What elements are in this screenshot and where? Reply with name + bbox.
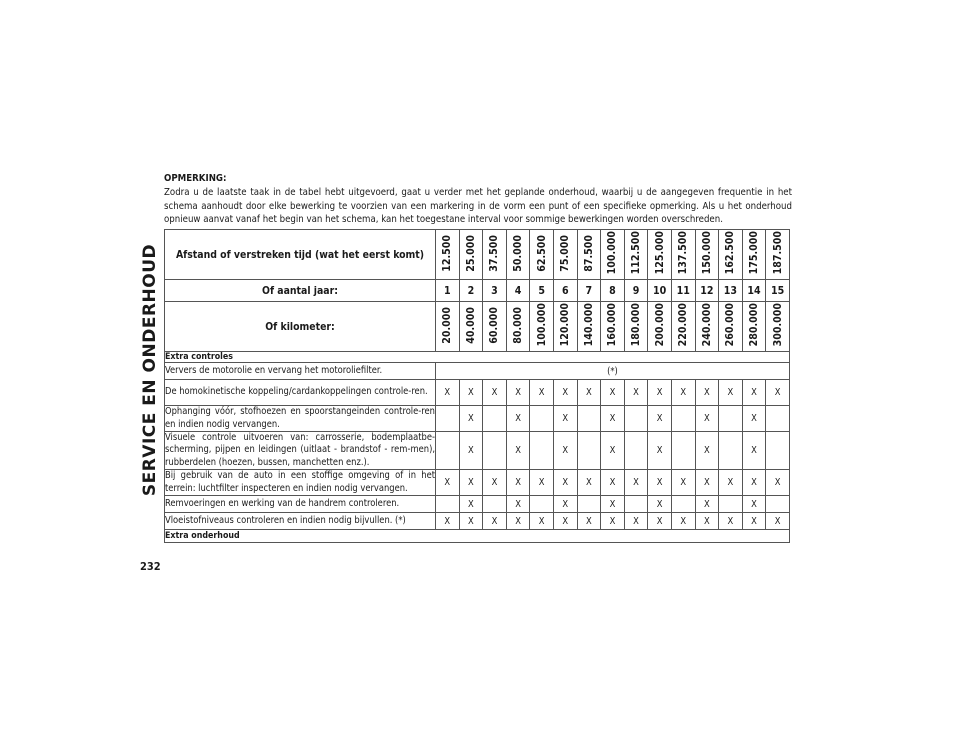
km-cell: 160.000 [601,302,625,352]
interval-mark: X [553,496,577,513]
row-description: Bij gebruik van de auto in een stoffige omgeving of in het terrein: luchtfilter inspecteren en indien nodig vervangen. [165,470,435,494]
interval-mark [577,496,601,513]
year-cell: 11 [671,280,695,302]
interval-mark: X [719,470,743,496]
interval-mark [624,406,648,432]
years-label: Of aantal jaar: [165,280,436,302]
year-cell: 2 [459,280,483,302]
interval-mark: X [506,406,530,432]
section-label: Extra controles [165,352,790,363]
interval-mark [483,496,507,513]
km-cell: 140.000 [577,302,601,352]
table-row [165,470,790,496]
miles-cell: 62.500 [530,230,554,280]
miles-cell: 37.500 [483,230,507,280]
interval-mark: X [648,470,672,496]
year-cell: 15 [766,280,790,302]
year-cell: 6 [553,280,577,302]
interval-mark [624,496,648,513]
table-row [165,380,790,406]
interval-mark: X [601,513,625,530]
interval-mark: X [436,470,460,496]
miles-header-row [165,230,790,280]
interval-mark: X [719,380,743,406]
interval-mark: X [695,406,719,432]
interval-mark: X [742,432,766,470]
years-row [165,280,790,302]
miles-cell: 125.000 [648,230,672,280]
km-cell: 200.000 [648,302,672,352]
interval-mark: X [671,380,695,406]
maintenance-schedule-table [164,229,790,543]
interval-mark [624,432,648,470]
miles-cell: 137.500 [671,230,695,280]
row-description: Vloeistofniveaus controleren en indien nodig bijvullen. (*) [165,513,436,530]
interval-mark [483,406,507,432]
year-cell: 8 [601,280,625,302]
km-cell: 180.000 [624,302,648,352]
km-row [165,302,790,352]
interval-mark [436,406,460,432]
interval-mark: X [459,513,483,530]
km-cell: 80.000 [506,302,530,352]
interval-mark: X [459,496,483,513]
section-label: Extra onderhoud [165,530,790,543]
interval-mark [577,432,601,470]
interval-mark: X [436,513,460,530]
year-cell: 3 [483,280,507,302]
interval-mark: X [695,470,719,496]
interval-mark [671,432,695,470]
km-cell: 40.000 [459,302,483,352]
interval-mark [436,496,460,513]
interval-mark [530,496,554,513]
interval-mark: X [742,513,766,530]
section-extra-onderhoud [165,530,790,543]
interval-mark: X [577,513,601,530]
interval-mark [577,406,601,432]
interval-mark: X [742,470,766,496]
interval-mark: X [601,432,625,470]
km-cell: 280.000 [742,302,766,352]
interval-mark: X [553,380,577,406]
interval-mark: X [506,432,530,470]
miles-cell: 112.500 [624,230,648,280]
row-description: Remvoeringen en werking van de handrem controleren. [165,496,436,513]
interval-mark: X [648,406,672,432]
interval-mark [719,496,743,513]
year-cell: 12 [695,280,719,302]
km-cell: 240.000 [695,302,719,352]
interval-mark: X [553,432,577,470]
interval-mark: X [436,380,460,406]
note-title: OPMERKING: [164,173,227,184]
year-cell: 10 [648,280,672,302]
year-cell: 1 [436,280,460,302]
interval-mark: X [742,380,766,406]
section-extra-controles [165,352,790,363]
table-row [165,363,790,380]
interval-mark: X [601,470,625,496]
row-note: (*) [436,363,790,380]
interval-mark: X [506,496,530,513]
interval-mark: X [459,470,483,496]
interval-mark [483,432,507,470]
interval-mark: X [483,380,507,406]
interval-mark: X [695,432,719,470]
interval-mark: X [742,496,766,513]
interval-mark: X [553,470,577,496]
interval-mark: X [506,470,530,496]
interval-mark [671,406,695,432]
interval-mark: X [695,380,719,406]
km-cell: 220.000 [671,302,695,352]
interval-mark: X [483,513,507,530]
interval-mark: X [648,513,672,530]
interval-mark: X [483,470,507,496]
year-cell: 9 [624,280,648,302]
interval-mark: X [624,380,648,406]
interval-mark: X [648,496,672,513]
interval-mark: X [553,406,577,432]
interval-mark: X [577,470,601,496]
interval-mark: X [506,513,530,530]
km-cell: 260.000 [719,302,743,352]
chapter-side-title: SERVICE EN ONDERHOUD [140,243,161,497]
miles-cell: 175.000 [742,230,766,280]
interval-mark: X [601,496,625,513]
miles-cell: 75.000 [553,230,577,280]
interval-mark: X [506,380,530,406]
interval-mark: X [459,432,483,470]
year-cell: 7 [577,280,601,302]
interval-mark: X [766,470,790,496]
interval-mark: X [530,380,554,406]
interval-mark: X [648,432,672,470]
row-description: Ophanging vóór, stofhoezen en spoorstangeinden controle-ren en indien nodig vervangen. [165,406,435,430]
interval-mark [436,432,460,470]
interval-mark: X [530,513,554,530]
interval-mark: X [648,380,672,406]
interval-mark: X [624,470,648,496]
km-cell: 20.000 [436,302,460,352]
interval-mark: X [459,406,483,432]
interval-mark: X [601,406,625,432]
miles-header-label: Afstand of verstreken tijd (wat het eerst komt) [165,230,436,280]
table-row [165,496,790,513]
interval-mark [530,406,554,432]
interval-mark: X [459,380,483,406]
interval-mark [719,432,743,470]
note-body: Zodra u de laatste taak in de tabel hebt uitgevoerd, gaat u verder met het geplande onderhoud, waarbij u de aangegeven frequentie in het schema aanhoudt door elke bewerking te voorzien van een markering in de vorm een punt of een specifieke opmerking. Als u het onderhoud opnieuw aanvat vanaf het begin van het schema, kan het toegestane interval voor sommige bewerkingen worden overschreden. [164,186,792,226]
interval-mark [766,432,790,470]
interval-mark: X [766,513,790,530]
km-cell: 60.000 [483,302,507,352]
miles-cell: 12.500 [436,230,460,280]
table-row [165,406,790,432]
note-block [164,172,792,227]
interval-mark: X [624,513,648,530]
interval-mark [766,406,790,432]
miles-cell: 162.500 [719,230,743,280]
km-label: Of kilometer: [165,302,436,352]
row-description: Visuele controle uitvoeren van: carrosserie, bodemplaatbe-scherming, pijpen en leidingen (uitlaat - brandstof - rem-men), rubberdelen (hoezen, bussen, manchetten enz.). [165,432,435,468]
row-description: Ververs de motorolie en vervang het motoroliefilter. [165,363,436,380]
year-cell: 5 [530,280,554,302]
year-cell: 13 [719,280,743,302]
interval-mark: X [577,380,601,406]
interval-mark: X [671,470,695,496]
interval-mark: X [742,406,766,432]
interval-mark: X [553,513,577,530]
table-row [165,432,790,470]
table-row [165,513,790,530]
interval-mark: X [671,513,695,530]
interval-mark [719,406,743,432]
year-cell: 14 [742,280,766,302]
row-description: De homokinetische koppeling/cardankoppelingen controle-ren. [165,380,436,406]
miles-cell: 87.500 [577,230,601,280]
miles-cell: 50.000 [506,230,530,280]
miles-cell: 100.000 [601,230,625,280]
interval-mark [766,496,790,513]
interval-mark [530,432,554,470]
interval-mark [671,496,695,513]
km-cell: 120.000 [553,302,577,352]
miles-cell: 187.500 [766,230,790,280]
interval-mark: X [766,380,790,406]
miles-cell: 25.000 [459,230,483,280]
page-number: 232 [140,560,161,573]
interval-mark: X [601,380,625,406]
km-cell: 300.000 [766,302,790,352]
interval-mark: X [530,470,554,496]
interval-mark: X [695,496,719,513]
interval-mark: X [695,513,719,530]
interval-mark: X [719,513,743,530]
year-cell: 4 [506,280,530,302]
km-cell: 100.000 [530,302,554,352]
miles-cell: 150.000 [695,230,719,280]
